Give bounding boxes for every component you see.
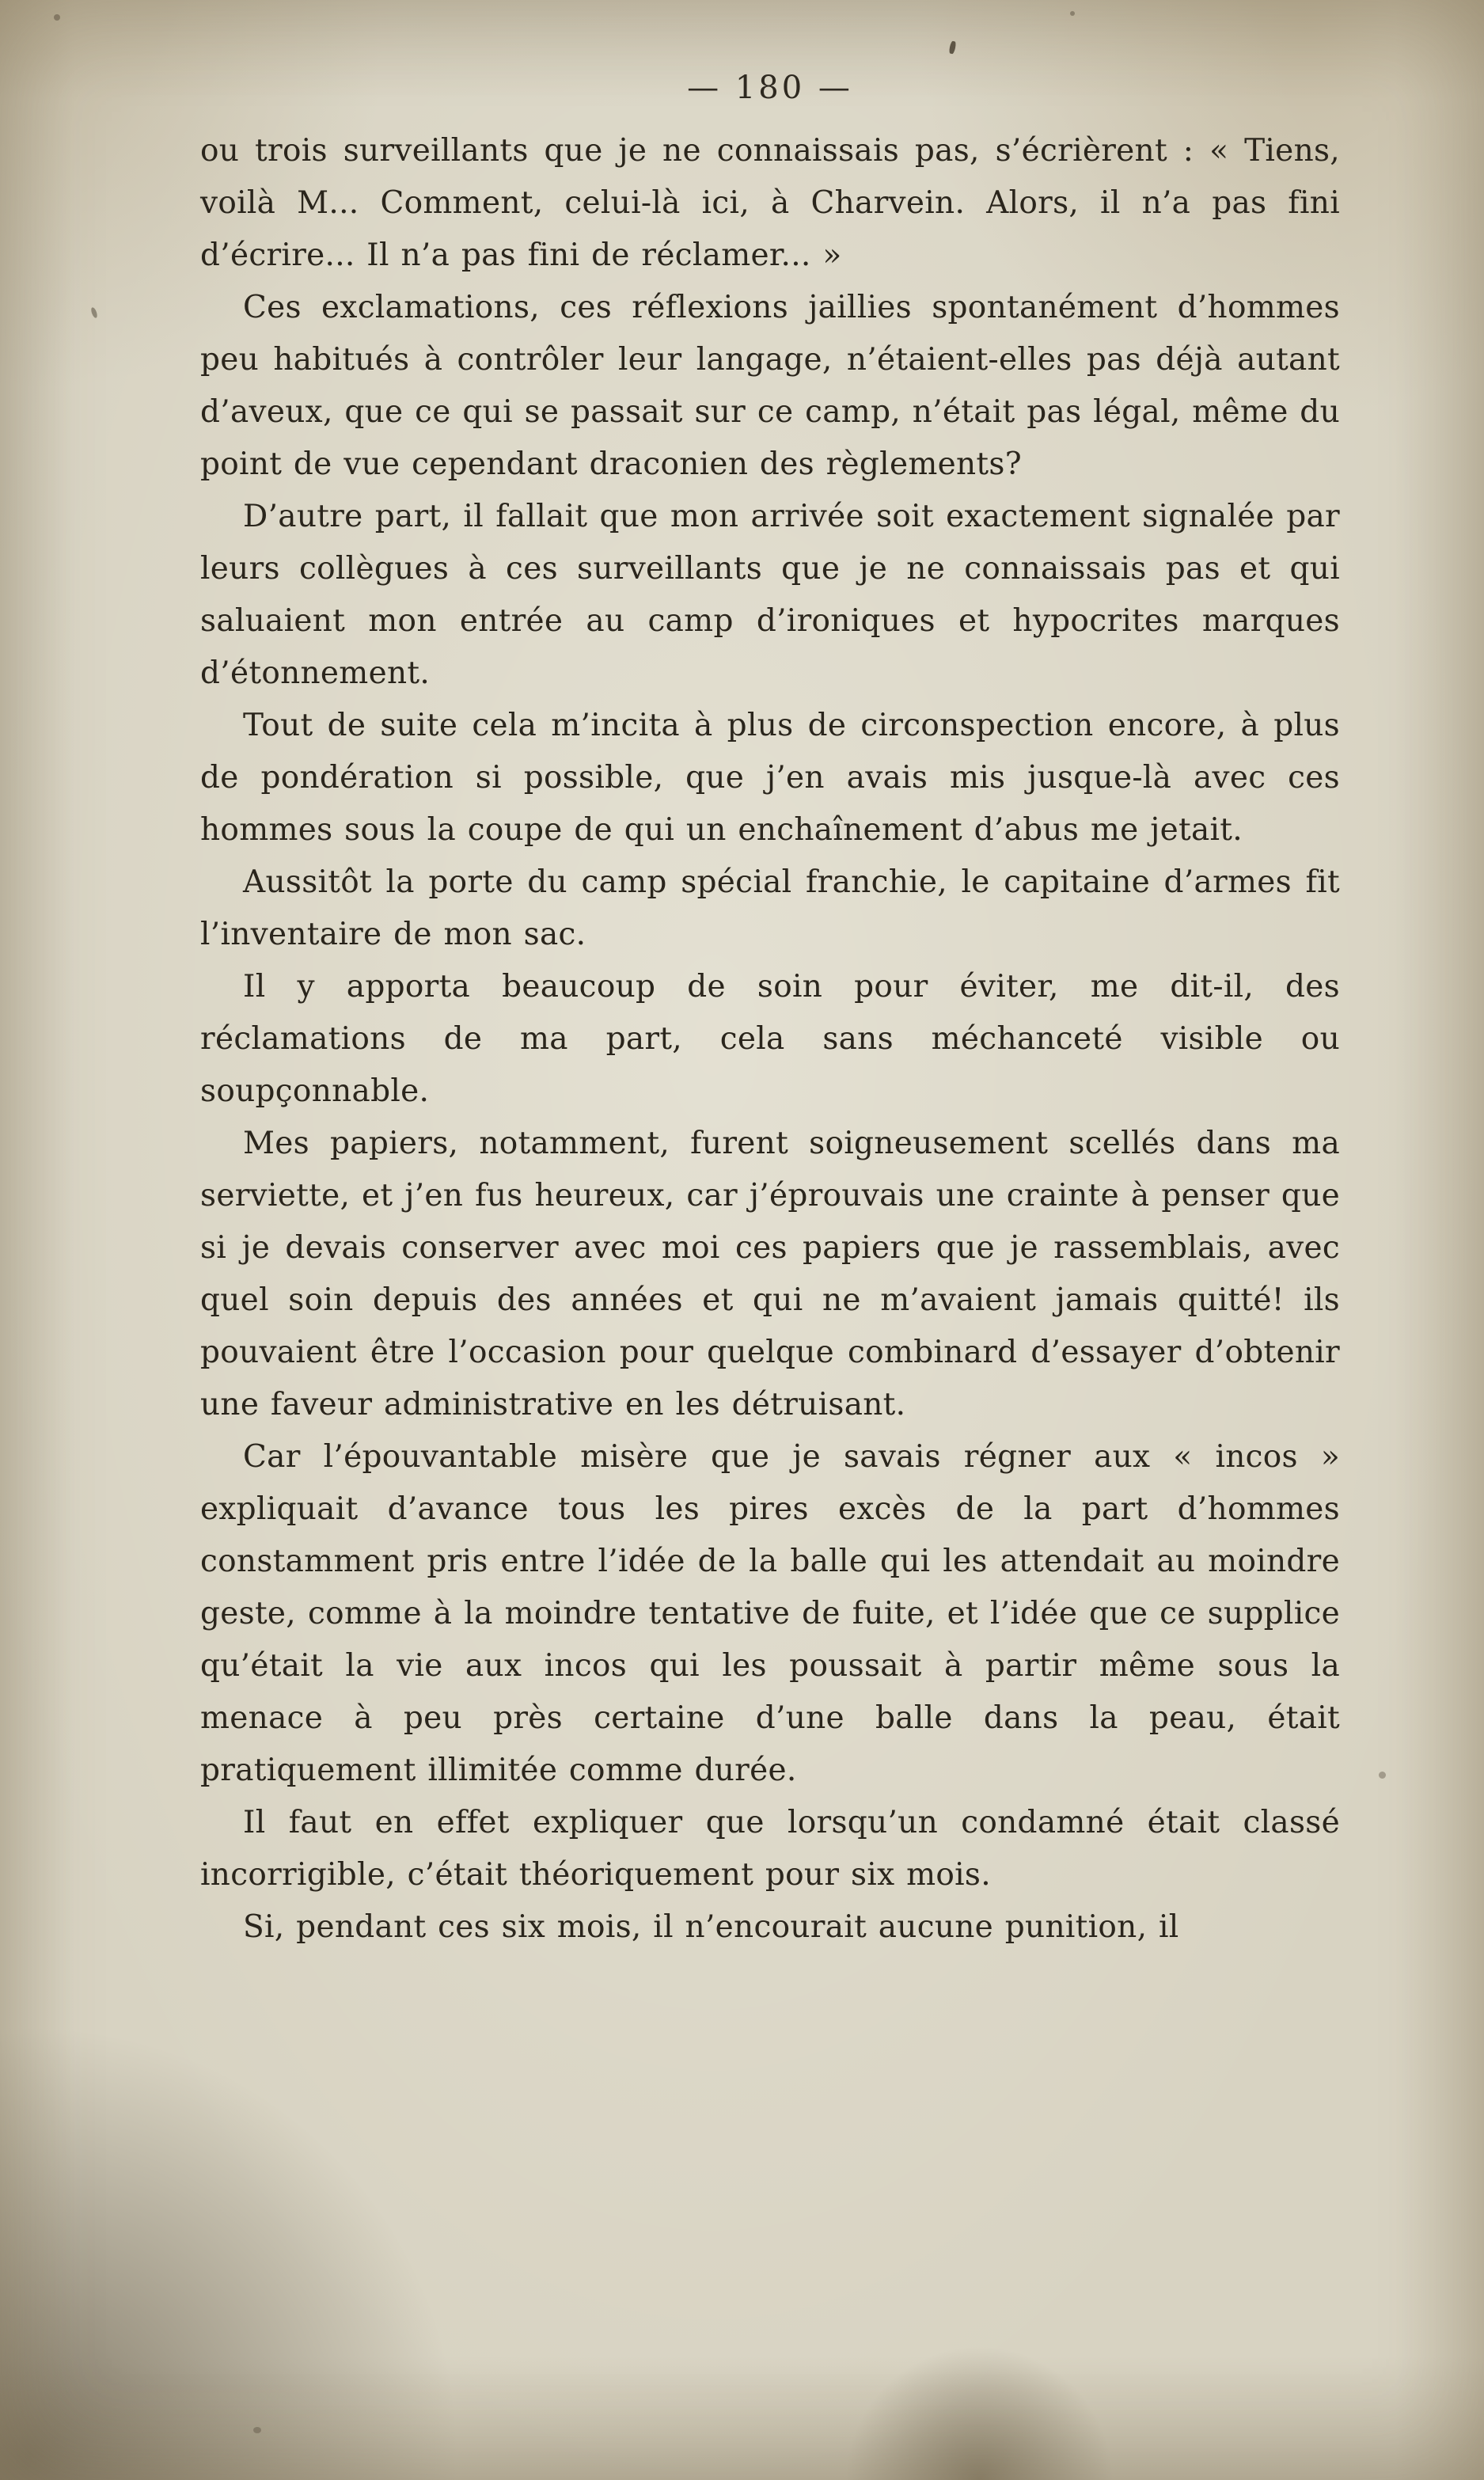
- paragraph: Il faut en effet expliquer que lorsqu’un condamné était classé incorrigible, c’était théoriquement pour six mois.: [200, 1805, 1340, 1893]
- paragraph: ou trois surveillants que je ne connaissais pas, s’écrièrent : « Tiens, voilà M... Comment, celui-là ici, à Charvein. Alors, il n’a pas fini d’écrire... Il n’a pas fini de réclamer... »: [200, 133, 1340, 273]
- paragraph: Mes papiers, notamment, furent soigneusement scellés dans ma serviette, et j’en fus heureux, car j’éprouvais une crainte à penser que si je devais conserver avec moi ces papiers que je rassemblais, avec quel soin depuis des années et qui ne m’avaient jamais quitté! ils pouvaient être l’occasion pour quelque combinard d’essayer d’obtenir une faveur administrative en les détruisant.: [200, 1126, 1340, 1422]
- paragraph: Car l’épouvantable misère que je savais régner aux « incos » expliquait d’avance tous les pires excès de la part d’hommes constamment pris entre l’idée de la balle qui les attendait au moindre geste, comme à la moindre tentative de fuite, et l’idée que ce supplice qu’était la vie aux incos qui les poussait à partir même sous la menace à peu près certaine d’une balle dans la peau, était pratiquement illimitée comme durée.: [200, 1439, 1340, 1788]
- paragraph: Ces exclamations, ces réflexions jaillies spontanément d’hommes peu habitués à contrôler leur langage, n’étaient-elles pas déjà autant d’aveux, que ce qui se passait sur ce camp, n’était pas légal, même du point de vue cependant draconien des règlements?: [200, 290, 1340, 482]
- text-block: [200, 125, 1340, 1954]
- paper-speck: [54, 14, 60, 21]
- paragraph: Aussitôt la porte du camp spécial franchie, le capitaine d’armes fit l’inventaire de mon sac.: [200, 864, 1340, 952]
- paper-speck: [90, 306, 98, 318]
- paragraph: Il y apporta beaucoup de soin pour éviter, me dit-il, des réclamations de ma part, cela sans méchanceté visible ou soupçonnable.: [200, 969, 1340, 1109]
- page-content: [200, 70, 1340, 1954]
- paper-speck: [1070, 11, 1075, 16]
- paragraph: D’autre part, il fallait que mon arrivée soit exactement signalée par leurs collègues à ces surveillants que je ne connaissais pas et qui saluaient mon entrée au camp d’ironiques et hypocrites marques d’étonnement.: [200, 499, 1340, 691]
- page-number: — 180 —: [687, 70, 853, 106]
- paper-speck: [253, 2427, 261, 2433]
- paper-speck: [948, 40, 956, 54]
- paragraph: Tout de suite cela m’incita à plus de circonspection encore, à plus de pondération si possible, que j’en avais mis jusque-là avec ces hommes sous la coupe de qui un enchaînement d’abus me jetait.: [200, 708, 1340, 848]
- paper-speck: [1379, 1772, 1386, 1779]
- paragraph: Si, pendant ces six mois, il n’encourait aucune punition, il: [243, 1909, 1179, 1945]
